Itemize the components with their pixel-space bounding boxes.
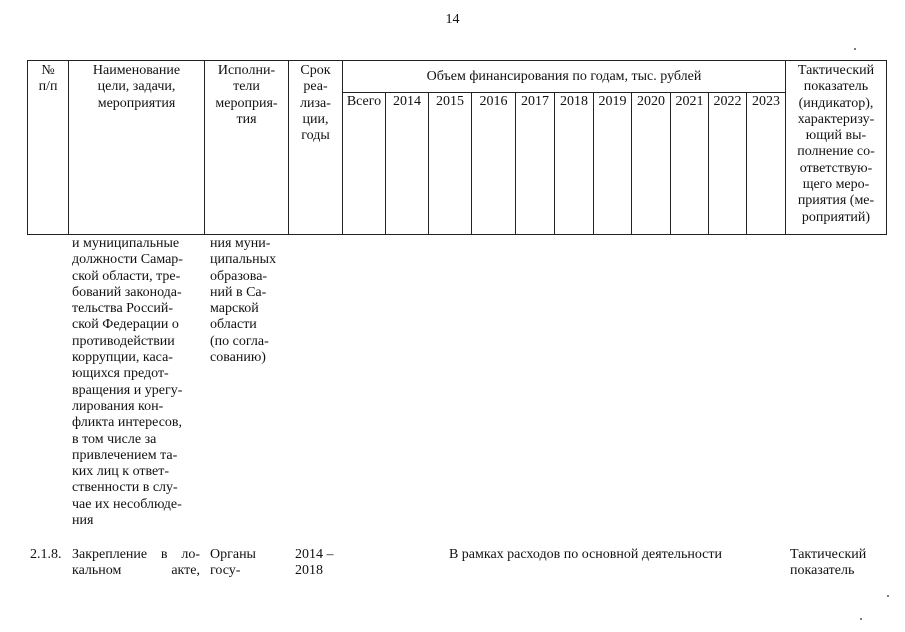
year-border: [593, 92, 594, 235]
year-border: [385, 92, 386, 235]
row-name-line2: [72, 563, 200, 579]
row-executors-line2: госу-: [210, 563, 241, 578]
row-funding: В рамках расходов по основной деятельности: [448, 547, 723, 562]
row-executors-line1: Органы: [210, 547, 256, 562]
year-border: [631, 92, 632, 235]
row-name-line1-text: Закрепление в ло-: [72, 547, 200, 562]
year-border: [670, 92, 671, 235]
row-indicator-line2: показатель: [790, 563, 855, 578]
year-2017: 2017: [521, 94, 549, 109]
year-2016: 2016: [479, 94, 508, 109]
continuation-name-text: и муниципальные должности Самар- ской области, тре- бований законода- тельства Россий- ской Федерации о противодействии коррупции, каса- ющихся предот- вращения и урегу- лирования кон- фликта интересов, в том числе за привлечением та- ких лиц к ответ- ственности в слу- чае их несоблюде- ния: [72, 236, 183, 529]
year-border: [515, 92, 516, 235]
header-indicator: Тактический показатель (индикатор), характеризу- ющий вы- полнение со- ответствую- щего меро- приятия (ме- роприятий): [797, 63, 875, 225]
year-2020: 2020: [637, 94, 665, 109]
header-term: Срок реа- лиза- ции, годы: [300, 63, 331, 144]
funding-title-border: [342, 92, 785, 93]
row-name-line2-text: кальном акте,: [72, 563, 200, 578]
row-number: 2.1.8.: [30, 547, 62, 562]
header-num: № п/п: [38, 63, 58, 95]
scan-speck: [854, 48, 856, 50]
table-top-border: [27, 60, 887, 61]
year-2022: 2022: [713, 94, 742, 109]
year-2014: 2014: [393, 94, 421, 109]
year-2019: 2019: [598, 94, 627, 109]
row-term-line1: 2014 –: [295, 547, 334, 562]
row-term-line2: 2018: [295, 563, 323, 578]
table-header-bottom-border: [27, 234, 887, 235]
col-border-right: [886, 60, 887, 235]
year-2023: 2023: [752, 94, 780, 109]
row-indicator-line1: Тактический: [790, 547, 867, 562]
year-total: Всего: [346, 94, 382, 109]
year-border: [708, 92, 709, 235]
scan-speck: [860, 618, 862, 620]
year-2021: 2021: [675, 94, 704, 109]
year-border: [746, 92, 747, 235]
year-border: [554, 92, 555, 235]
year-border: [471, 92, 472, 235]
col-border-term: [342, 60, 343, 235]
header-funding-title: Объем финансирования по годам, тыс. рублей: [426, 69, 702, 84]
page-number: 14: [445, 12, 460, 27]
header-name: Наименование цели, задачи, мероприятия: [92, 63, 181, 111]
scan-speck: [887, 595, 889, 597]
year-border: [428, 92, 429, 235]
continuation-executors-text: ния муни- ципальных образова- ний в Са- марской области (по согла- сованию): [210, 236, 277, 366]
year-2018: 2018: [560, 94, 588, 109]
header-executors: Исполни- тели мероприя- тия: [215, 63, 278, 127]
row-name-line1: [72, 547, 200, 563]
year-2015: 2015: [436, 94, 464, 109]
